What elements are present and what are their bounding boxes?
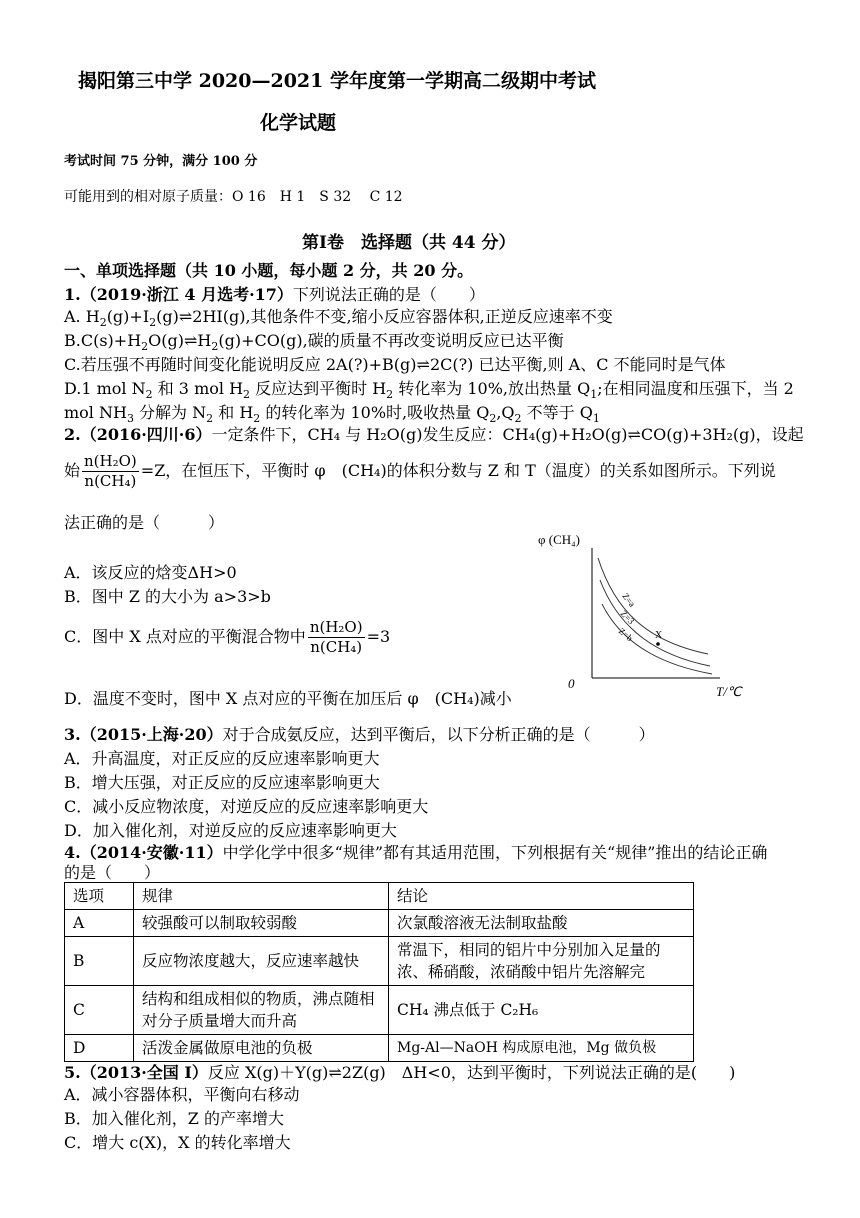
- question-3-option-b: B．增大压强，对正反应的反应速率影响更大: [64, 773, 380, 792]
- header-cell: 结论: [389, 883, 694, 910]
- question-2-line2: [64, 452, 776, 491]
- header-cell: 选项: [65, 883, 134, 910]
- table-header-row: [65, 883, 694, 910]
- exam-title: 揭阳第三中学 2020—2021 学年度第一学期高二级期中考试: [78, 70, 596, 92]
- table-row: [65, 937, 694, 986]
- table-cell: C: [65, 986, 134, 1035]
- text-run: 不等于 Q: [521, 403, 593, 422]
- question-1-option-d-line1: D.1 mol $N_2$ 和 3 mol $H_2$ 反应达到平衡时 $H_2$ 转化率为 10%,放出热量 $Q_1$;在相同温度和压强下，当 2: [64, 379, 794, 402]
- origin-label: 0: [568, 676, 575, 691]
- header-cell: 规律: [134, 883, 389, 910]
- atomic-mass-note: 可能用到的相对原子质量：O 16 H 1 S 32 C 12: [64, 189, 403, 205]
- question-source: （2015·上海·20）: [80, 725, 223, 744]
- table-cell: A: [65, 910, 134, 937]
- question-2-option-c: [64, 618, 390, 657]
- question-number: 5.: [64, 1063, 81, 1082]
- question-text: 反应 X(g)＋Y(g)⇌2Z(g) ΔH<0，达到平衡时，下列说法正确的是( ): [207, 1063, 736, 1082]
- question-5-option-a: A．减小容器体积，平衡向右移动: [64, 1085, 300, 1104]
- text-run: 和 3 mol H: [152, 379, 244, 398]
- question-source: （2014·安徽·11）: [80, 843, 223, 862]
- text-run: mol NH: [64, 403, 127, 422]
- curve-z-a: [598, 558, 708, 654]
- text-run: =3: [366, 627, 391, 646]
- table-cell: D: [65, 1035, 134, 1062]
- option-text: 其他条件不变,缩小反应容器体积,正逆反应速率不变: [250, 307, 613, 326]
- question-source: （2013·全国 I）: [80, 1063, 208, 1082]
- exam-time-score: 考试时间 75 分钟，满分 100 分: [64, 154, 258, 169]
- question-2-option-b: B．图中 Z 的大小为 a>3>b: [64, 587, 271, 606]
- question-number: 1.: [64, 285, 81, 304]
- fraction-denominator: n(CH₄): [84, 472, 137, 490]
- question-3-option-d: D．加入催化剂，对逆反应的反应速率影响更大: [64, 821, 397, 840]
- table-cell: 较强酸可以制取较弱酸: [134, 910, 389, 937]
- text-run: 反应达到平衡时 H: [250, 379, 387, 398]
- question-1-option-a: A. $H_2(g)+I_2(g)\rightleftharpoons 2HI(g)$,其他条件不变,缩小反应容器体积,正逆反应速率不变: [64, 307, 613, 330]
- table-cell: 次氯酸溶液无法制取盐酸: [389, 910, 694, 937]
- table-cell: 结构和组成相似的物质，沸点随相对分子质量增大而升高: [134, 986, 389, 1035]
- ratio-fraction: [82, 452, 139, 491]
- question-2-option-d: D．温度不变时，图中 X 点对应的平衡在加压后 φ (CH₄)减小: [64, 689, 512, 708]
- text-run: 的转化率为 10%时,吸收热量 Q: [260, 403, 490, 422]
- question-1-stem: [64, 284, 485, 306]
- point-x-label: X: [655, 630, 663, 641]
- curve-label-a: Z=a: [620, 591, 638, 609]
- question-text: 下列说法正确的是（ ）: [292, 285, 485, 304]
- question-2-line3: 法正确的是（ ）: [64, 513, 225, 532]
- text-run: ,Q: [496, 403, 515, 422]
- exam-subtitle: 化学试题: [260, 112, 337, 134]
- curve-label-b: Z=b: [616, 625, 635, 644]
- question-4-stem-cont: 的是（ ）: [64, 863, 161, 882]
- table-row: [65, 1035, 694, 1062]
- question-text: 对于合成氨反应，达到平衡后，以下分析正确的是（ ）: [222, 725, 655, 744]
- question-3-stem: [64, 724, 655, 746]
- question-2-stem: [64, 424, 804, 446]
- part-one-heading: 一、单项选择题（共 10 小题，每小题 2 分，共 20 分。: [64, 261, 474, 280]
- text-run: =Z，在恒压下，平衡时 φ (CH₄)的体积分数与 Z 和 T（温度）的关系如图所示。下列说: [140, 461, 776, 480]
- text-run: 和 H: [213, 403, 254, 422]
- ratio-fraction: [308, 618, 365, 657]
- fraction-denominator: n(CH₄): [310, 638, 363, 656]
- table-cell: Mg-Al—NaOH 构成原电池，Mg 做负极: [389, 1035, 694, 1062]
- point-x-marker: [656, 642, 660, 646]
- question-5-option-c: C．增大 c(X)，X 的转化率增大: [64, 1133, 291, 1152]
- question-4-stem: [64, 842, 767, 864]
- fraction-numerator: n(H₂O): [84, 452, 137, 470]
- question-2-option-a: A．该反应的焓变ΔH>0: [64, 563, 237, 582]
- table-row: [65, 910, 694, 937]
- table-row: [65, 986, 694, 1035]
- question-3-option-a: A．升高温度，对正反应的反应速率影响更大: [64, 749, 380, 768]
- question-5-stem: [64, 1062, 735, 1084]
- rules-table: [64, 882, 694, 1062]
- text-run: 始: [64, 461, 81, 480]
- option-text: 碳的质量不再改变说明反应已达平衡: [307, 331, 564, 350]
- question-number: 2.: [64, 425, 81, 444]
- question-3-option-c: C．减小反应物浓度，对逆反应的反应速率影响更大: [64, 797, 429, 816]
- section-title: 第Ⅰ卷 选择题（共 44 分）: [302, 233, 516, 253]
- table-cell: 常温下，相同的铝片中分别加入足量的浓、稀硝酸，浓硝酸中铝片先溶解完: [389, 937, 694, 986]
- question-1-option-b: $B.C(s)+H_2O(g)\rightleftharpoons H_2(g)+CO(g)$,碳的质量不再改变说明反应已达平衡: [64, 331, 564, 354]
- text-run: ;在相同温度和压强下，当 2: [597, 379, 794, 398]
- table-cell: B: [65, 937, 134, 986]
- table-cell: 反应物浓度越大，反应速率越快: [134, 937, 389, 986]
- table-cell: CH₄ 沸点低于 C₂H₆: [389, 986, 694, 1035]
- x-axis-label: T/℃: [716, 684, 742, 699]
- table-cell: 活泼金属做原电池的负极: [134, 1035, 389, 1062]
- text-run: C．图中 X 点对应的平衡混合物中: [64, 627, 306, 646]
- text-run: 转化率为 10%,放出热量 Q: [393, 379, 591, 398]
- question-source: （2016·四川·6）: [80, 425, 212, 444]
- question-text: 中学化学中很多“规律”都有其适用范围，下列根据有关“规律”推出的结论正确: [222, 843, 768, 862]
- question-number: 4.: [64, 843, 81, 862]
- question-source: （2019·浙江 4 月选考·17）: [80, 285, 293, 304]
- curve-label-3: Z=3: [618, 608, 637, 627]
- question-1-option-d-line2: mol $NH_3$ 分解为 $N_2$ 和 $H_2$ 的转化率为 10%时,吸收热量 $Q_2,Q_2$ 不等于 $Q_1$: [64, 403, 600, 426]
- curve-z-3: [600, 580, 710, 666]
- y-axis-label: φ (CH₄): [538, 532, 581, 547]
- question-5-option-b: B．加入催化剂，Z 的产率增大: [64, 1109, 284, 1128]
- question-text: 一定条件下，CH₄ 与 H₂O(g)发生反应：CH₄(g)+H₂O(g)⇌CO(g)+3H₂(g)，设起: [211, 425, 804, 444]
- text-run: 分解为 N: [133, 403, 207, 422]
- temperature-ratio-graph: [520, 530, 750, 700]
- question-number: 3.: [64, 725, 81, 744]
- question-1-option-c: C.若压强不再随时间变化能说明反应 2A(?)+B(g)⇌2C(?) 已达平衡,则 A、C 不能同时是气体: [64, 355, 726, 374]
- text-run: D.1 mol N: [64, 379, 146, 398]
- fraction-numerator: n(H₂O): [309, 618, 363, 636]
